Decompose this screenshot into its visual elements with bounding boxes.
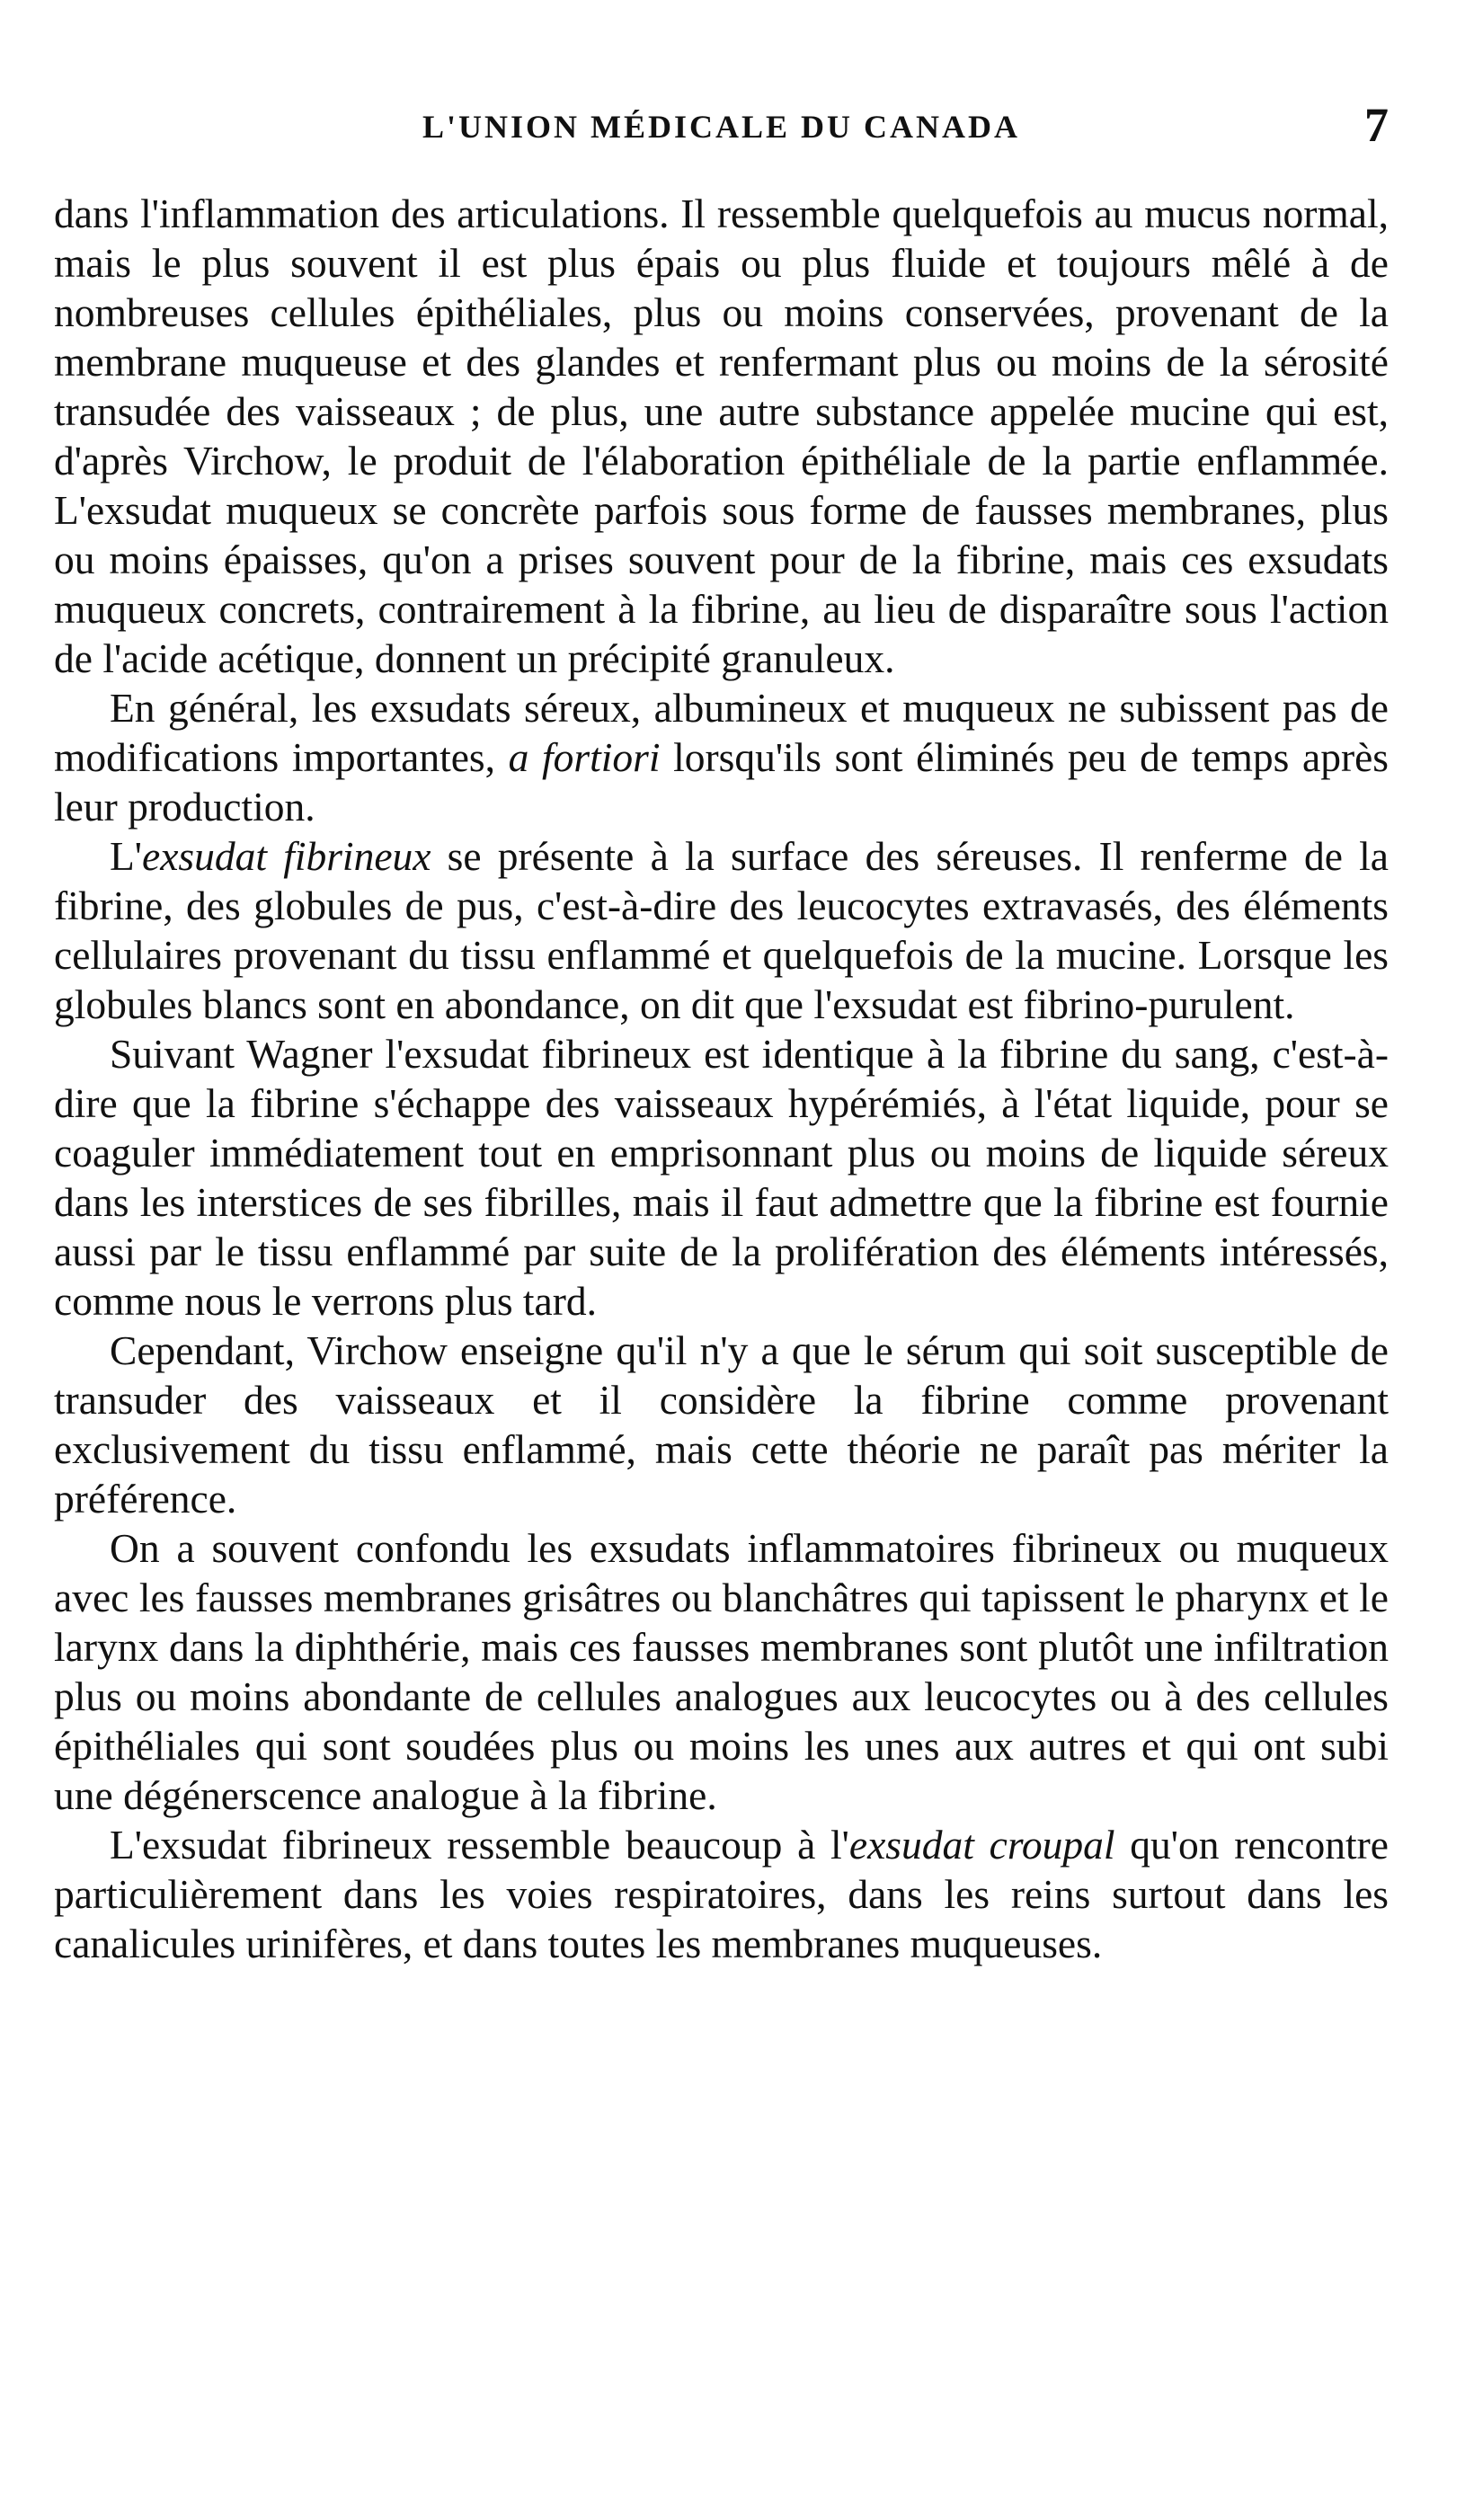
running-header: [54, 90, 1389, 162]
paragraph-7: [54, 1820, 1389, 1968]
text-run: Cependant, Virchow enseigne qu'il n'y a que le sérum qui soit susceptible de transuder des vaisseaux et il considère la fibrine comme provenant exclusivement du tissu enflammé, mais cette théorie ne paraît pas mériter la préférence.: [54, 1327, 1389, 1522]
paragraph-2: [54, 683, 1389, 831]
text-run: L': [110, 833, 142, 879]
text-run: L'exsudat fibrineux ressemble beaucoup à l': [110, 1822, 849, 1868]
running-title: L'UNION MÉDICALE DU CANADA: [422, 109, 1021, 145]
text-run: dans l'inflammation des articulations. Il ressemble quelquefois au mucus normal, mais le plus souvent il est plus épais ou plus fluide et toujours mêlé à de nombreuses cellules épithéliales, plus ou moins conservées, provenant de la membrane muqueuse et des glandes et renfermant plus ou moins de la sérosité transudée des vaisseaux ; de plus, une autre substance appelée mucine qui est, d'après Virchow, le produit de l'élaboration épithéliale de la partie enflammée. L'exsudat muqueux se concrète parfois sous forme de fausses membranes, plus ou moins épaisses, qu'on a prises souvent pour de la fibrine, mais ces exsudats muqueux concrets, contrairement à la fibrine, au lieu de disparaître sous l'action de l'acide acétique, donnent un précipité granuleux.: [54, 191, 1389, 681]
italic-run: exsudat fibrineux: [142, 833, 431, 879]
body-text: [54, 189, 1389, 1968]
page-number: 7: [1364, 98, 1389, 152]
paragraph-4: [54, 1029, 1389, 1326]
text-run: se présente à la surface des séreuses. Il renferme de la fibrine, des globules de pus, c'est-à-dire des leucocytes extravasés, des éléments cellulaires provenant du tissu enflammé et quelquefois de la mucine. Lorsque les globules blancs sont en abondance, on dit que l'exsudat est fibrino-purulent.: [54, 833, 1389, 1027]
text-run: En général, les exsudats séreux, albumineux et muqueux ne subissent pas de modifications importantes,: [54, 685, 1389, 780]
paragraph-3: [54, 831, 1389, 1029]
paragraph-5: [54, 1326, 1389, 1523]
paragraph-1: [54, 189, 1389, 683]
text-run: On a souvent confondu les exsudats inflammatoires fibrineux ou muqueux avec les fausses membranes grisâtres ou blanchâtres qui tapissent le pharynx et le larynx dans la diphthérie, mais ces fausses membranes sont plutôt une infiltration plus ou moins abondante de cellules analogues aux leucocytes ou à des cellules épithéliales qui sont soudées plus ou moins les unes aux autres et qui ont subi une dégénerscence analogue à la fibrine.: [54, 1525, 1389, 1818]
italic-run: a fortiori: [508, 734, 661, 780]
document-page: [54, 90, 1389, 1968]
text-run: Suivant Wagner l'exsudat fibrineux est identique à la fibrine du sang, c'est-à-dire que la fibrine s'échappe des vaisseaux hypérémiés, à l'état liquide, pour se coaguler immédiatement tout en emprisonnant plus ou moins de liquide séreux dans les interstices de ses fibrilles, mais il faut admettre que la fibrine est fournie aussi par le tissu enflammé par suite de la prolifération des éléments intéressés, comme nous le verrons plus tard.: [54, 1031, 1389, 1324]
paragraph-6: [54, 1523, 1389, 1820]
text-run: lorsqu'ils sont éliminés peu de temps après leur production.: [54, 734, 1389, 830]
text-run: qu'on rencontre particulièrement dans les voies respiratoires, dans les reins surtout dans les canalicules urinifères, et dans toutes les membranes muqueuses.: [54, 1822, 1389, 1966]
italic-run: exsudat croupal: [848, 1822, 1115, 1868]
